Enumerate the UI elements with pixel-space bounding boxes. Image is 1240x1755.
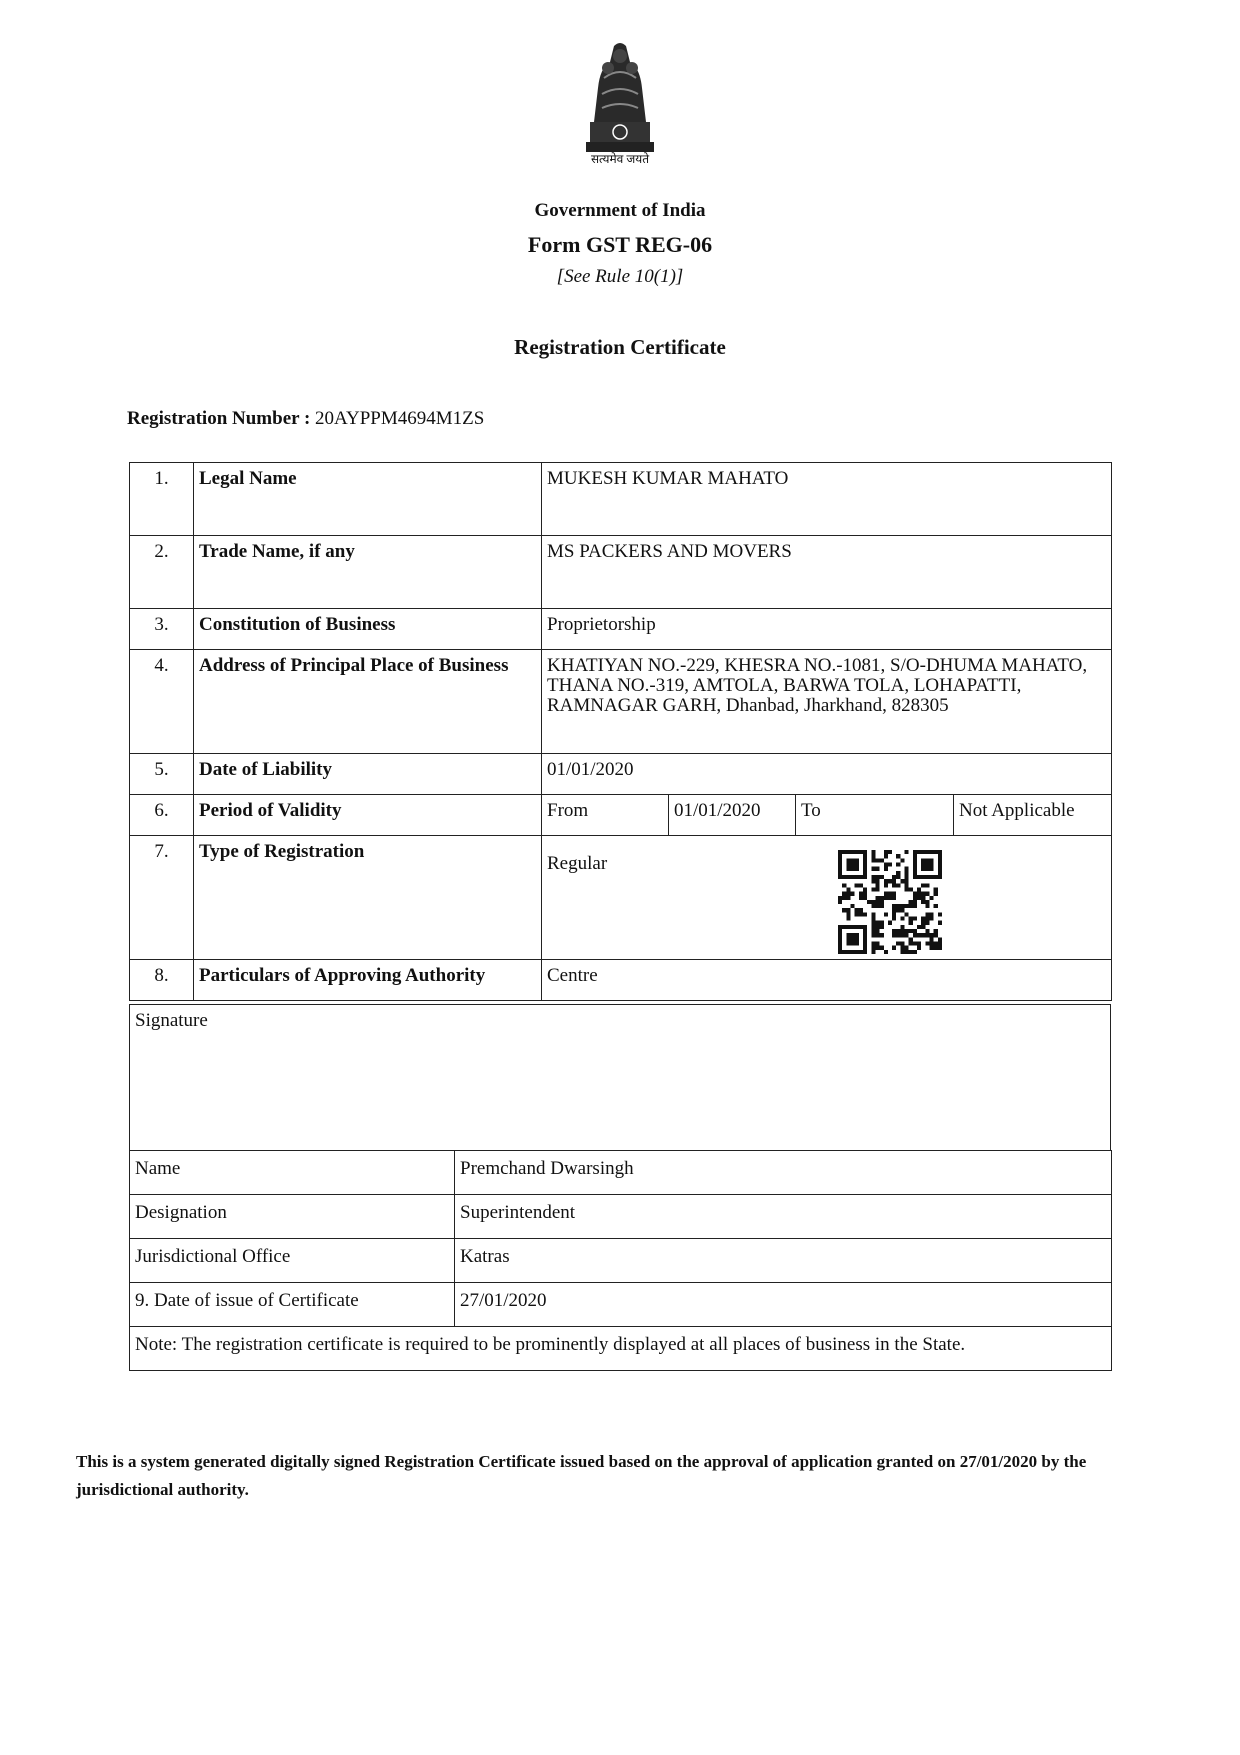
form-title: Form GST REG-06 (527, 232, 713, 257)
state-emblem-icon (580, 38, 660, 158)
row-label: Constitution of Business (194, 609, 542, 650)
address-value: KHATIYAN NO.-229, KHESRA NO.-1081, S/O-DHUMA MAHATO, THANA NO.-319, AMTOLA, BARWA TOLA, LOHAPATTI, RAMNAGAR GARH, Dhanbad, Jharkhand, 828305 (542, 650, 1112, 754)
table-row (130, 463, 1112, 536)
row-number: 7. (130, 836, 194, 960)
table-row (130, 795, 1112, 836)
note-text: Note: The registration certificate is required to be prominently displayed at all places of business in the State. (130, 1327, 1112, 1371)
row-label: Trade Name, if any (194, 536, 542, 609)
rule-reference: [See Rule 10(1)] (556, 266, 684, 287)
authority-label: 9. Date of issue of Certificate (130, 1283, 455, 1327)
registration-number (127, 408, 484, 430)
designation-value: Superintendent (455, 1195, 1112, 1239)
table-row (130, 650, 1112, 754)
details-table (129, 462, 1112, 1001)
authority-name-value: Premchand Dwarsingh (455, 1151, 1112, 1195)
jurisdictional-office-value: Katras (455, 1239, 1112, 1283)
registration-type-cell (542, 836, 1112, 960)
authority-label: Jurisdictional Office (130, 1239, 455, 1283)
table-row (130, 1195, 1112, 1239)
table-row (130, 1283, 1112, 1327)
validity-to-label: To (796, 795, 954, 836)
row-number: 3. (130, 609, 194, 650)
liability-date-value: 01/01/2020 (542, 754, 1112, 795)
row-number: 4. (130, 650, 194, 754)
authority-label: Designation (130, 1195, 455, 1239)
table-row (130, 609, 1112, 650)
table-row (130, 1239, 1112, 1283)
emblem-motto: सत्यमेव जयते (590, 152, 650, 166)
table-row (130, 960, 1112, 1001)
qr-code-icon (838, 850, 942, 954)
table-row (130, 836, 1112, 960)
footer-statement: This is a system generated digitally signed Registration Certificate issued based on the approval of application granted on 27/01/2020 by the jurisdictional authority. (76, 1452, 1087, 1499)
certificate-title: Registration Certificate (514, 335, 726, 359)
validity-from-value: 01/01/2020 (669, 795, 796, 836)
registration-type-value: Regular (547, 853, 608, 874)
authority-label: Name (130, 1151, 455, 1195)
table-row (130, 1151, 1112, 1195)
row-label: Legal Name (194, 463, 542, 536)
row-label: Type of Registration (194, 836, 542, 960)
table-row (130, 754, 1112, 795)
issue-date-value: 27/01/2020 (455, 1283, 1112, 1327)
row-number: 5. (130, 754, 194, 795)
signature-table (129, 1004, 1111, 1151)
row-number: 1. (130, 463, 194, 536)
table-row (130, 536, 1112, 609)
row-number: 8. (130, 960, 194, 1001)
government-title: Government of India (534, 200, 706, 221)
row-number: 2. (130, 536, 194, 609)
validity-to-value: Not Applicable (954, 795, 1112, 836)
signature-label: Signature (130, 1005, 1111, 1151)
row-label: Particulars of Approving Authority (194, 960, 542, 1001)
registration-number-label: Registration Number : (127, 408, 311, 429)
authority-table (129, 1150, 1112, 1371)
row-number: 6. (130, 795, 194, 836)
validity-from-label: From (542, 795, 669, 836)
approving-authority-value: Centre (542, 960, 1112, 1001)
trade-name-value: MS PACKERS AND MOVERS (542, 536, 1112, 609)
row-label: Address of Principal Place of Business (194, 650, 542, 754)
registration-number-value: 20AYPPM4694M1ZS (315, 408, 485, 429)
row-label: Date of Liability (194, 754, 542, 795)
table-row (130, 1327, 1112, 1371)
table-row (130, 1005, 1111, 1151)
legal-name-value: MUKESH KUMAR MAHATO (542, 463, 1112, 536)
constitution-value: Proprietorship (542, 609, 1112, 650)
row-label: Period of Validity (194, 795, 542, 836)
